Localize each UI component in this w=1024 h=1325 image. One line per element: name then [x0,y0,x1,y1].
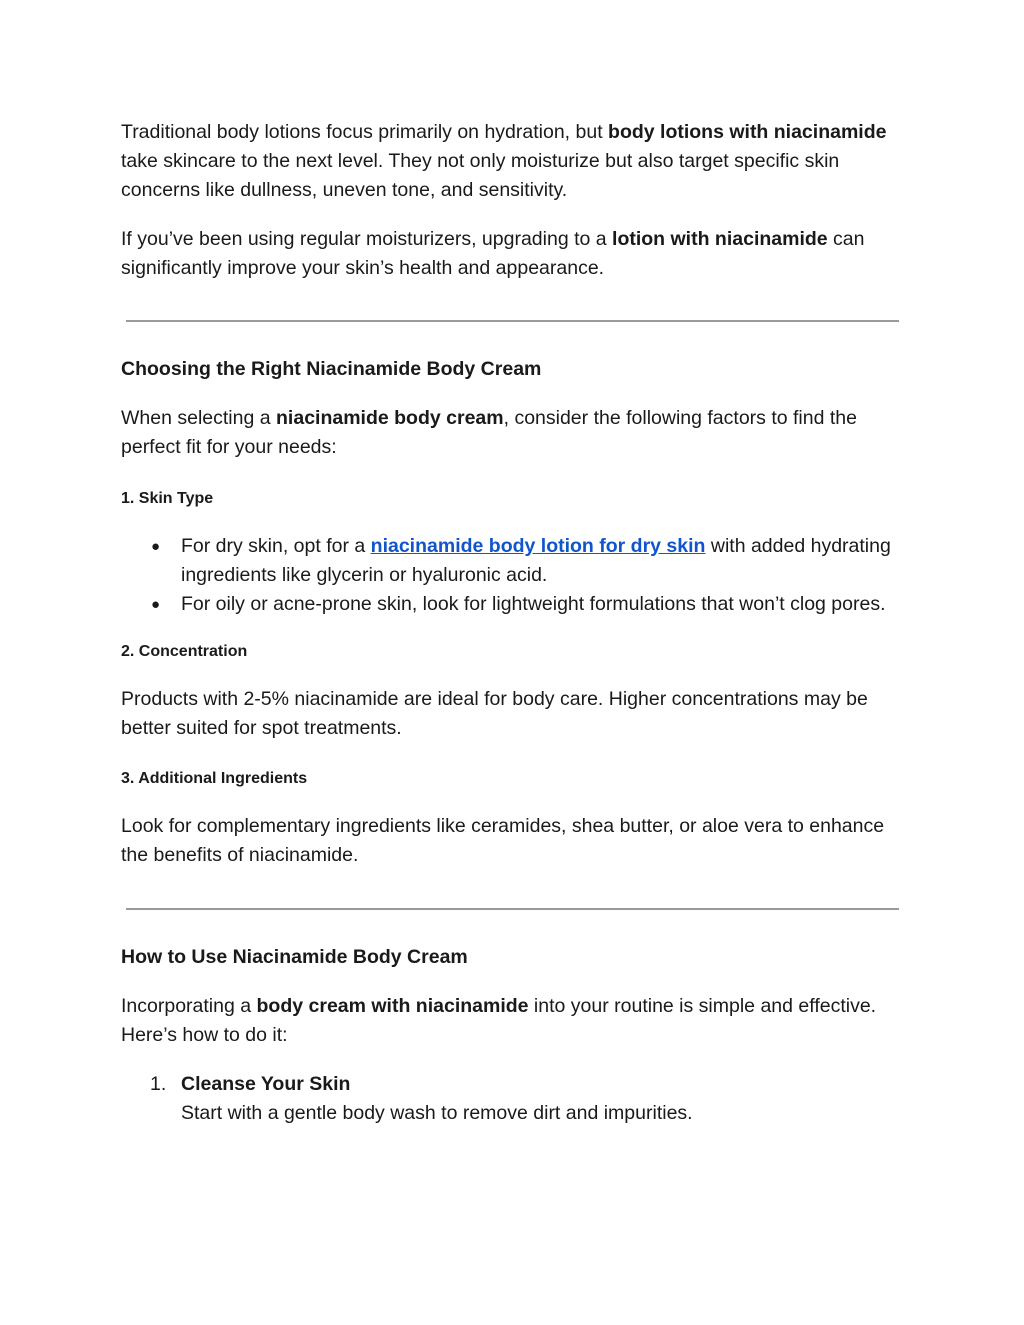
intro-p1-text-1: Traditional body lotions focus primarily on hydration, but [121,121,609,143]
how-to-intro-paragraph [121,992,911,1050]
section-divider-1 [126,320,899,322]
skin-type-item-1-text-1: For dry skin, opt for a [181,535,371,557]
skin-type-heading: 1. Skin Type [121,490,214,507]
skin-type-list [121,532,911,619]
list-item [151,532,911,590]
list-item [151,590,911,619]
additional-ingredients-heading: 3. Additional Ingredients [121,770,308,787]
intro-paragraph-2 [121,225,911,283]
intro-p1-bold: body lotions with niacinamide [608,121,887,143]
skin-type-item-1-text-2: with added hydrating ingredients like glycerin or hyaluronic acid. [181,535,891,586]
document-page [121,118,911,1128]
choosing-heading: Choosing the Right Niacinamide Body Cream [121,358,542,380]
intro-p2-text-2: can significantly improve your skin’s health and appearance. [121,228,865,279]
how-to-intro-text-1: Incorporating a [121,995,257,1017]
step-text: Start with a gentle body wash to remove dirt and impurities. [181,1102,693,1124]
niacinamide-dry-skin-link[interactable]: niacinamide body lotion for dry skin [370,535,706,557]
how-to-intro-text-2: into your routine is simple and effective. Here’s how to do it: [121,995,877,1046]
intro-p2-bold: lotion with niacinamide [612,228,828,250]
skin-type-item-2-text: For oily or acne-prone skin, look for lightweight formulations that won’t clog pores. [181,593,886,615]
step-number: 1. [150,1073,167,1095]
choosing-intro-paragraph [121,404,911,462]
concentration-heading: 2. Concentration [121,643,248,660]
bullet-icon: ● [151,596,161,613]
bullet-icon: ● [151,538,161,555]
list-item [150,1070,911,1128]
step-title: Cleanse Your Skin [181,1073,351,1095]
intro-paragraph-1 [121,118,911,205]
choosing-intro-bold: niacinamide body cream [276,407,504,429]
choosing-intro-text-2: , consider the following factors to find the perfect fit for your needs: [121,407,857,458]
additional-ingredients-paragraph: Look for complementary ingredients like ceramides, shea butter, or aloe vera to enhance the benefits of niacinamide. [121,815,885,866]
intro-p1-text-2: take skincare to the next level. They not only moisturize but also target specific skin concerns like dullness, uneven tone, and sensitivity. [121,150,840,201]
concentration-paragraph: Products with 2-5% niacinamide are ideal for body care. Higher concentrations may be better suited for spot treatments. [121,688,868,739]
choosing-intro-text-1: When selecting a [121,407,277,429]
how-to-intro-bold: body cream with niacinamide [256,995,529,1017]
how-to-heading: How to Use Niacinamide Body Cream [121,946,468,968]
section-divider-2 [126,908,899,910]
intro-p2-text-1: If you’ve been using regular moisturizers, upgrading to a [121,228,613,250]
how-to-steps-list [121,1070,911,1128]
